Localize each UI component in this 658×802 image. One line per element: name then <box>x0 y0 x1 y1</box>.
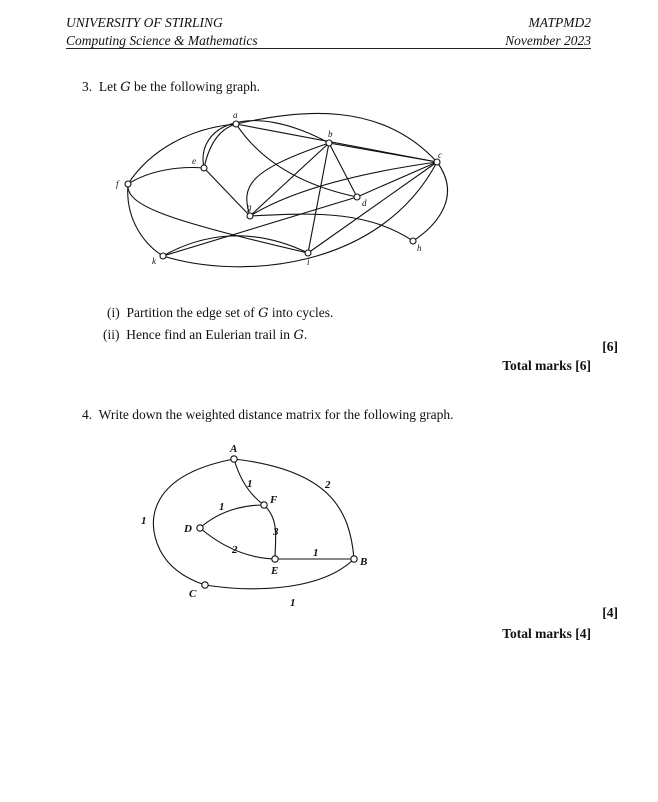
vertex-b <box>326 140 332 146</box>
label-c: c <box>438 150 442 160</box>
edge-f-k <box>128 184 163 256</box>
vertex-A <box>231 456 237 462</box>
question-4-prompt <box>82 407 454 423</box>
label-k: k <box>152 256 156 266</box>
question-4-marks: [4] <box>602 605 618 620</box>
label-g: g <box>247 202 252 212</box>
question-4-number: 4. <box>82 407 93 422</box>
university-name: UNIVERSITY OF STIRLING <box>66 15 223 30</box>
part-ii-text-before: Hence find an Eulerian trail in <box>126 327 291 342</box>
label-a: a <box>233 110 238 120</box>
edge-k-i <box>163 236 308 256</box>
edge-D-E <box>200 528 275 559</box>
part-ii-label: (ii) <box>103 327 120 342</box>
weight-D-E: 2 <box>232 544 238 556</box>
vertex-E <box>272 556 278 562</box>
label-f: f <box>116 179 119 189</box>
exam-date: November 2023 <box>505 33 591 48</box>
edge-f-e <box>128 168 204 184</box>
question-3-total-marks: Total marks [6] <box>502 358 591 373</box>
weight-A-B: 2 <box>325 479 331 491</box>
question-3-text-before: Let <box>98 79 117 94</box>
part-i-text-before: Partition the edge set of <box>126 305 255 320</box>
question-3-number: 3. <box>82 79 93 94</box>
label-A: A <box>230 443 238 455</box>
vertex-h <box>410 238 416 244</box>
edge-A-C <box>153 459 234 585</box>
vertex-f <box>125 181 131 187</box>
vertex-d <box>354 194 360 200</box>
vertex-a <box>233 121 239 127</box>
vertex-g <box>247 213 253 219</box>
label-e: e <box>192 156 196 166</box>
label-b: b <box>328 129 333 139</box>
vertex-e <box>201 165 207 171</box>
weight-A-C: 1 <box>141 515 147 527</box>
label-F: F <box>270 494 278 506</box>
part-i-text-after: into cycles. <box>271 305 334 320</box>
question-3-text-after: be the following graph. <box>134 79 260 94</box>
label-d: d <box>362 198 367 208</box>
question-4-total-marks: Total marks [4] <box>502 626 591 641</box>
vertex-i <box>305 250 311 256</box>
edge-a-c2 <box>236 113 437 162</box>
part-i-math: G <box>258 306 269 321</box>
label-i: i <box>307 257 310 267</box>
weight-A-F: 1 <box>247 478 253 490</box>
weight-C-B: 1 <box>290 597 296 609</box>
edge-D-F <box>200 505 264 528</box>
edge-c-d <box>357 162 437 197</box>
vertex-B <box>351 556 357 562</box>
edge-A-B <box>234 459 354 559</box>
vertex-F <box>261 502 267 508</box>
edge-b-c <box>329 143 437 162</box>
weight-E-B: 1 <box>313 547 319 559</box>
label-C: C <box>189 588 197 600</box>
edge-f-a <box>128 124 236 184</box>
edge-c-i <box>308 162 437 253</box>
part-i-label: (i) <box>107 305 120 320</box>
edge-e-g <box>204 168 250 216</box>
vertex-D <box>197 525 203 531</box>
question-3-part-ii <box>103 327 307 343</box>
part-ii-text-after: . <box>303 327 308 342</box>
edge-b-d <box>329 143 357 197</box>
department-name: Computing Science & Mathematics <box>66 33 258 48</box>
question-3-marks: [6] <box>602 339 618 354</box>
question-3-part-i <box>107 305 333 321</box>
label-h: h <box>417 243 422 253</box>
vertex-C <box>202 582 208 588</box>
weight-F-E: 3 <box>273 526 279 538</box>
label-B: B <box>360 556 368 568</box>
label-E: E <box>271 565 279 577</box>
vertex-k <box>160 253 166 259</box>
label-D: D <box>184 523 192 535</box>
part-ii-math: G <box>293 328 304 343</box>
edge-e-a <box>204 124 236 168</box>
question-3-graph-name: G <box>120 80 131 95</box>
edge-C-B <box>205 559 354 589</box>
course-code: MATPMD2 <box>528 15 591 30</box>
question-4-text: Write down the weighted distance matrix for the following graph. <box>98 407 454 422</box>
weight-D-F: 1 <box>219 501 225 513</box>
edge-d-k <box>163 197 357 256</box>
